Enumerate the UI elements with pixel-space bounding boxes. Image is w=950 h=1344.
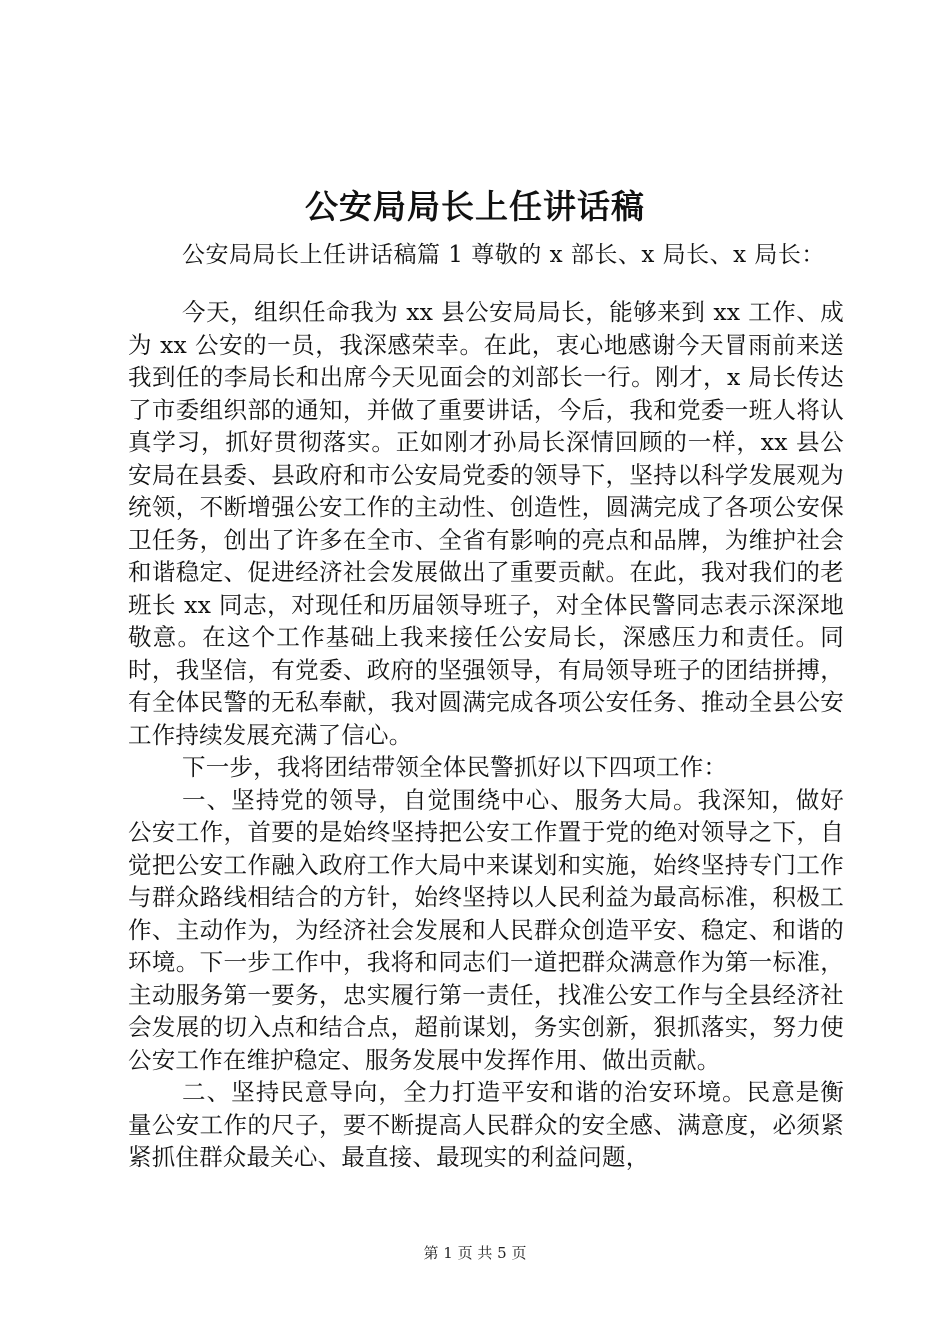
document-body (128, 296, 844, 1174)
body-paragraph: 一、坚持党的领导，自觉围绕中心、服务大局。我深知，做好公安工作，首要的是始终坚持把公安工作置于党的绝对领导之下，自觉把公安工作融入政府工作大局中来谋划和实施，始终坚持专门工作与群众路线相结合的方针，始终坚持以人民利益为最高标准，积极工作、主动作为，为经济社会发展和人民群众创造平安、稳定、和谐的环境。下一步工作中，我将和同志们一道把群众满意作为第一标准，主动服务第一要务，忠实履行第一责任，找准公安工作与全县经济社会发展的切入点和结合点，超前谋划，务实创新，狠抓落实，努力使公安工作在维护稳定、服务发展中发挥作用、做出贡献。 (128, 785, 844, 1074)
page-number-label: 第 1 页 共 5 页 (423, 1244, 527, 1262)
body-paragraph: 今天，组织任命我为 xx 县公安局局长，能够来到 xx 工作、成为 xx 公安的一员，我深感荣幸。在此，衷心地感谢今天冒雨前来送我到任的李局长和出席今天见面会的刘部长一行。刚才，x 局长传达了市委组织部的通知，并做了重要讲话，今后，我和党委一班人将认真学习，抓好贯彻落实。正如刚才孙局长深情回顾的一样，xx 县公安局在县委、县政府和市公安局党委的领导下，坚持以科学发展观为统领，不断增强公安工作的主动性、创造性，圆满完成了各项公安保卫任务，创出了许多在全市、全省有影响的亮点和品牌，为维护社会和谐稳定、促进经济社会发展做出了重要贡献。在此，我对我们的老班长 xx 同志，对现任和历届领导班子，对全体民警同志表示深深地敬意。在这个工作基础上我来接任公安局长，深感压力和责任。同时，我坚信，有党委、政府的坚强领导，有局领导班子的团结拼搏，有全体民警的无私奉献，我对圆满完成各项公安任务、推动全县公安工作持续发展充满了信心。 (128, 298, 844, 749)
body-paragraph: 下一步，我将团结带领全体民警抓好以下四项工作： (182, 753, 728, 781)
document-title: 公安局局长上任讲话稿 (305, 187, 645, 226)
body-paragraph: 二、坚持民意导向，全力打造平安和谐的治安环境。民意是衡量公安工作的尺子，要不断提高人民群众的安全感、满意度，必须紧紧抓住群众最关心、最直接、最现实的利益问题， (128, 1078, 844, 1171)
document-subtitle: 公安局局长上任讲话稿篇 1 尊敬的 x 部长、x 局长、x 局长： (182, 242, 825, 268)
page-footer (0, 1243, 950, 1263)
